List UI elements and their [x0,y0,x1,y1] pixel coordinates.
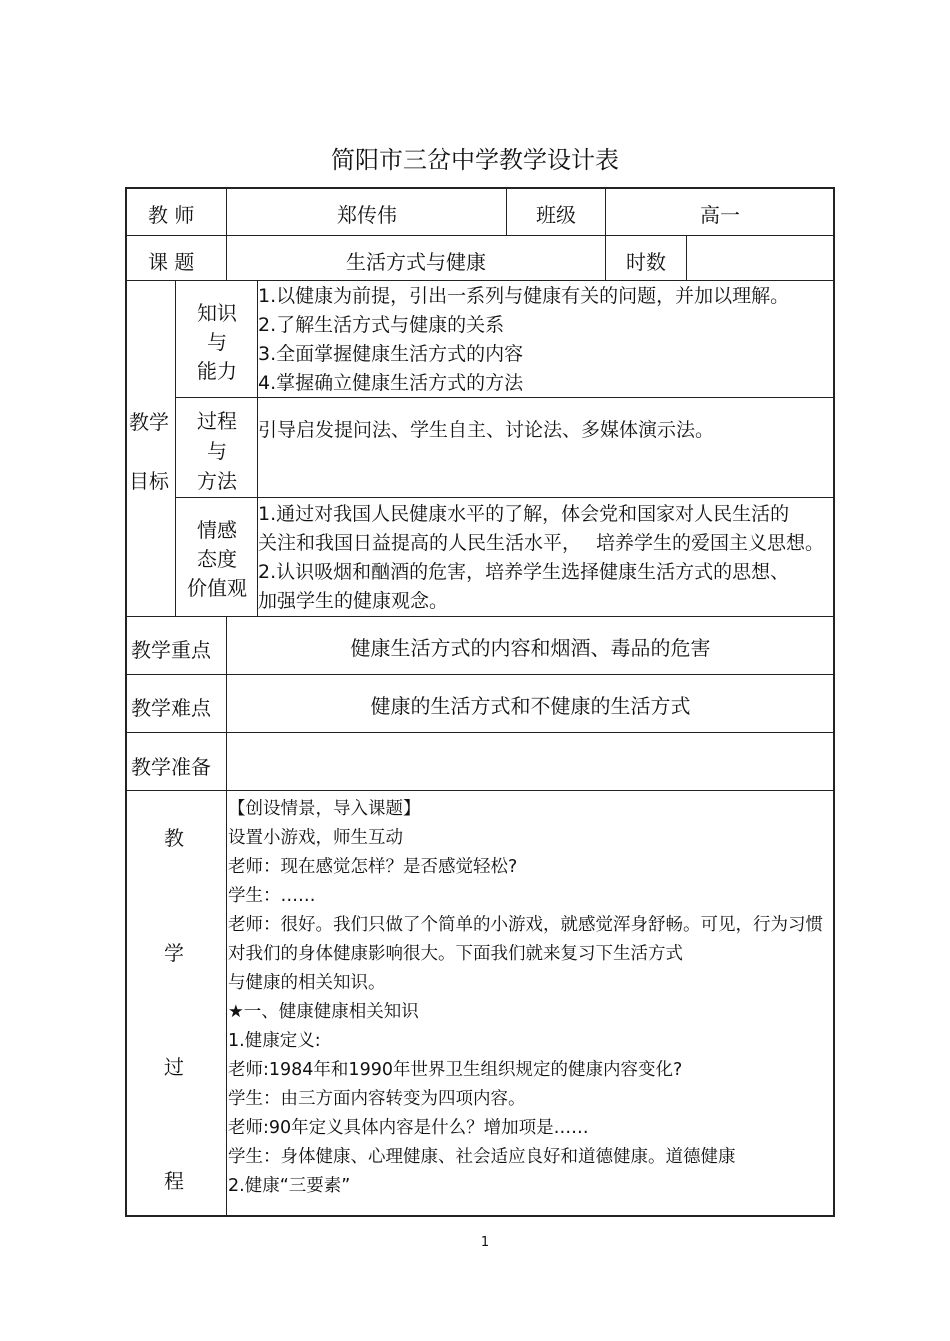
process-line-8: ★一、健康健康相关知识 [228,1002,419,1022]
process-label-3: 方法 [197,469,237,493]
preparation-label: 教学准备 [131,755,211,779]
emotion-label-2: 态度 [197,547,237,571]
emotion-line-2: 关注和我国日益提高的人民生活水平， [258,532,582,554]
process-line-6: 对我们的身体健康影响很大。下面我们就来复习下生活方式 [228,944,683,964]
emotion-overlap-text: 培养学生的爱国主义思想。 [596,532,825,554]
process-line-5: 老师：很好。我们只做了个简单的小游戏，就感觉浑身舒畅。可见，行为习惯 [228,915,823,935]
difficulties-label: 教学难点 [131,696,211,720]
process-line-13: 学生：身体健康、心理健康、社会适应良好和道德健康。道德健康 [228,1147,736,1167]
key-points-label: 教学重点 [131,638,211,662]
process-line-12: 老师:90年定义具体内容是什么？增加项是…… [228,1118,589,1138]
process-line-2: 设置小游戏，师生互动 [228,828,403,848]
class-value: 高一 [700,203,740,227]
hours-label: 时数 [626,250,666,274]
knowledge-label-2: 与 [207,330,227,354]
topic-value: 生活方式与健康 [346,250,486,274]
emotion-label-1: 情感 [197,518,237,542]
emotion-label-3: 价值观 [187,576,247,600]
teacher-label: 教 师 [148,203,195,227]
knowledge-line-3: 3.全面掌握健康生活方式的内容 [258,343,524,365]
process-text: 引导启发提问法、学生自主、讨论法、多媒体演示法。 [258,419,715,441]
process-section-label-2: 学 [164,941,184,965]
process-line-14: 2.健康“三要素” [228,1176,351,1196]
emotion-line-1: 1.通过对我国人民健康水平的了解，体会党和国家对人民生活的 [258,503,790,525]
emotion-line-4: 加强学生的健康观念。 [258,590,449,612]
process-label-1: 过程 [197,409,237,433]
knowledge-label-1: 知识 [197,301,237,325]
process-line-9: 1.健康定义: [228,1031,321,1051]
process-section-label-4: 程 [164,1169,184,1193]
topic-label: 课 题 [148,250,195,274]
objectives-label-line1: 教学 [129,410,169,434]
process-line-3: 老师：现在感觉怎样？是否感觉轻松? [228,857,518,877]
knowledge-line-2: 2.了解生活方式与健康的关系 [258,314,505,336]
key-points-value: 健康生活方式的内容和烟酒、毒品的危害 [350,636,711,660]
process-line-1: 【创设情景，导入课题】 [228,799,421,819]
objectives-label-line2: 目标 [129,469,169,493]
teacher-value: 郑传伟 [337,203,397,227]
knowledge-label-3: 能力 [197,359,237,383]
knowledge-line-4: 4.掌握确立健康生活方式的方法 [258,372,524,394]
class-label: 班级 [536,203,576,227]
page-number: 1 [480,1235,490,1250]
difficulties-value: 健康的生活方式和不健康的生活方式 [370,694,691,718]
knowledge-line-1: 1.以健康为前提，引出一系列与健康有关的问题，并加以理解。 [258,285,790,307]
page-title: 简阳市三岔中学教学设计表 [331,146,619,174]
process-label-2: 与 [207,439,227,463]
process-line-10: 老师:1984年和1990年世界卫生组织规定的健康内容变化? [228,1060,683,1080]
process-line-4: 学生：…… [228,886,316,906]
process-section-label-3: 过 [164,1055,184,1079]
process-section-label-1: 教 [164,826,184,850]
process-line-11: 学生：由三方面内容转变为四项内容。 [228,1089,526,1109]
emotion-line-3: 2.认识吸烟和酗酒的危害，培养学生选择健康生活方式的思想、 [258,561,790,583]
process-line-7: 与健康的相关知识。 [228,973,386,993]
